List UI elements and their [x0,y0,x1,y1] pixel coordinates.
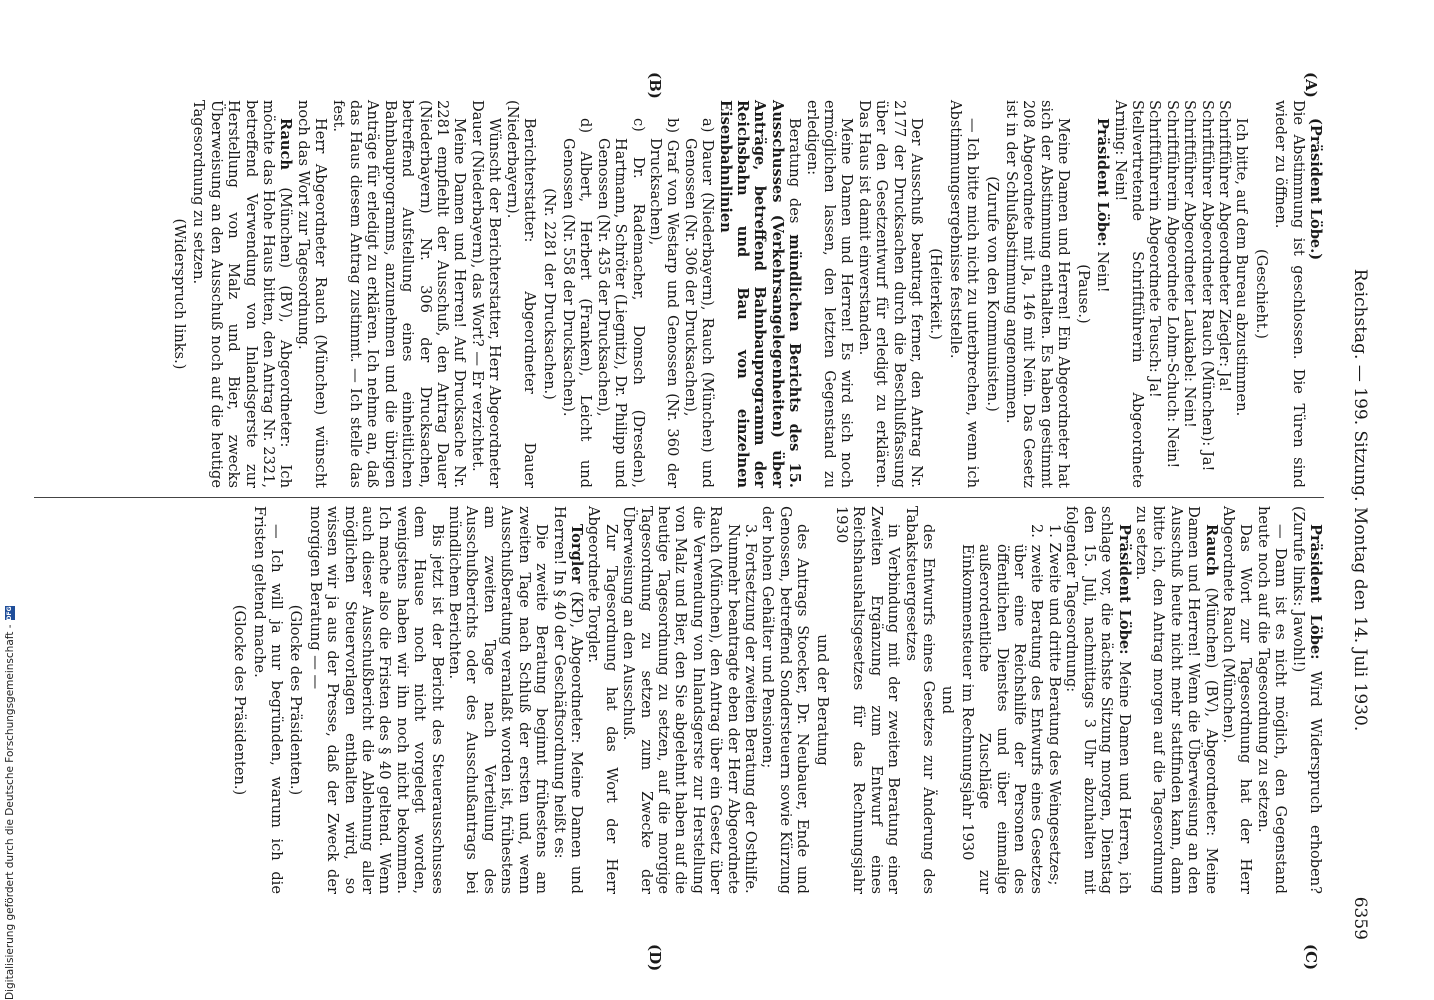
margin-mark-d: (D) [646,944,664,972]
paragraph-text: — Dann ist es nicht möglich, den Gegenstand heute noch auf die Tagesordnung zu setzen. [1254,506,1290,894]
speaker-paragraph [550,506,585,894]
paragraph-text: — Ich bitte mich nicht zu unterbrechen, wenn ich Abstimmungsergebnisse feststelle. [946,100,982,488]
paragraph-text: Das Wort zur Tagesordnung hat der Herr Abgeordnete Rauch (München). [1219,506,1255,894]
margin-mark-b: (B) [646,72,664,99]
paragraph [1220,506,1255,894]
paragraph-text: Schriftführer Abgeordneter Ziegler: Ja! [1215,100,1233,393]
paragraph [1272,100,1307,488]
header-title: Reichstag. — 199. Sitzung. Montag den 14. Juli 1930. [1350,268,1370,732]
stage-direction [939,506,956,894]
paragraph-text: Die zweite Beratung beginnt frühestens am zweiten Tage nach Schluß der ersten und, wenn Ausschußberatung veranlaßt worden ist, frühestens am zweiten Tage nach Verteilung des Ausschußberichts oder des Ausschußantrags bei mündlichem Berichten. [446,506,551,894]
paragraph [946,100,981,488]
agenda-item [594,100,646,488]
paragraph-text: b) Graf von Westarp und Genossen (Nr. 360 der Drucksachen), [646,118,682,488]
paragraph [833,506,903,894]
paragraph-text: Die Abstimmung ist geschlossen. Die Türen sind wieder zu öffnen. [1272,100,1307,488]
paragraph-text: in Verbindung mit der zweiten Beratung einer Zweiten Ergänzung zum Entwurf eines Reichshaushaltsgesetzes für das Rechnungsjahr 1930 [833,506,903,894]
paragraph [1198,100,1215,488]
paragraph [803,100,855,488]
page-header [1340,60,1370,940]
right-column [229,506,1324,894]
paragraph-text: Meine Damen und Herren, ich schlage vor, die nächste Sitzung morgen, Dienstag den 15. Juli, nachmittags 3 Uhr abzuhalten mit folgender Tagesordnung: [1063,506,1133,895]
paragraph-text: des Entwurfs eines Gesetzes zur Änderung des Tabaksteuergesetzes [902,506,938,894]
paragraph [1216,100,1233,488]
agenda-item [742,506,759,894]
paragraph [1003,100,1073,488]
paragraph-text: a) Dauer (Niederbayern), Rauch (München) und Genossen (Nr. 306 der Drucksachen), [681,118,717,488]
paragraph-text: (München) (BV), Abgeordneter: Meine Damen und Herren! Wenn die Überweisung an den Ausschuß heute nicht mehr stattfinden kann, dann bitte ich, den Antrag morgen auf die Tagesordnung zu setzen. [1132,506,1220,895]
paragraph [620,506,742,894]
paragraph-text: Wünscht der Berichterstatter, Herr Abgeordneter Dauer (Niederbayern), das Wort? — Er verzichtet. [468,100,504,488]
paragraph-text: Wird Widerspruch erhoben? (Zurufe links: Jawohl!) [1289,506,1324,895]
paragraph-text: Bis jetzt ist der Bericht des Steuerausschusses dem Hause noch nicht vorgelegt worden, wenigstens haben wir ihn noch nicht bekommen. Ich mache also die Fristen des § 40 geltend. Wenn auch dieser Ausschußbericht die Ablehnung aller möglichen Steuervorlagen enthalten wird, so wissen wir ja aus der Presse, daß der Zweck der morgigen Beratung — — [306,506,446,894]
paragraph [1181,100,1198,488]
paragraph-text: 3. Fortsetzung der zweiten Beratung der Osthilfe. [742,524,759,894]
speaker-name: (Präsident Löbe.) [1307,118,1324,261]
paragraph-text: Ich bitte, auf dem Bureau abzustimmen. [1233,118,1251,417]
paragraph [585,506,620,894]
paragraph-text: Zur Tagesordnung hat das Wort der Herr Abgeordnete Torgler. [585,506,620,894]
paragraph [1254,506,1289,894]
paragraph-text: (Glocke des Präsidenten.) [231,604,249,796]
column-divider [34,497,1324,498]
paragraph-text: (Pause.) [1074,264,1092,324]
speaker-paragraph [190,100,294,488]
paragraph-text: und [939,685,957,715]
paragraph [1163,100,1180,488]
paragraph-text: Meine Damen und Herren! Auf Drucksache Nr. 2281 empfiehlt der Ausschuß, den Antrag Dauer (Niederbayern) Nr. 306 der Drucksachen, betreffend Aufstellung eines einheitlichen Bahnbauprogramms, anzunehmen und die übrigen Anträge für erledigt zu erklären. Ich nehme an, daß das Haus diesem Antrag zustimmt. — Ich stelle das fest. [329,100,469,488]
agenda-item [958,506,1045,894]
agenda-item [560,100,595,488]
paragraph-text: (München) (BV), Abgeordneter: Ich möchte das Hohe Haus bitten, den Antrag Nr. 2321, betreffend Verwendung von Inlandsgerste zur Herstellung von Malz und Bier, zwecks Überweisung an den Ausschuß noch auf die heutige Tagesordnung zu setzen. [190,100,295,488]
paragraph-text: und der Beratung [813,634,831,766]
paragraph-text: Meine Damen und Herren! Es wird sich noch ermöglichen lassen, den letzten Gegenstand zu erledigen: [803,100,856,488]
margin-mark-a: (A) [1302,72,1320,98]
paragraph-text: (KP), Abgeordneter: Meine Damen und Herren! In § 40 der Geschäftsordnung heißt es: [550,506,585,894]
agenda-item [647,100,682,488]
margin-mark-c: (C) [1302,944,1320,971]
speaker-name: Präsident Löbe: [1307,524,1324,660]
speaker-paragraph [1133,506,1220,894]
stage-direction [287,506,304,894]
paragraph-text: (Glocke des Präsidenten.) [287,604,305,796]
paragraph-text: (Widerspruch links.) [171,218,188,370]
dfg-logo: DFG [6,606,13,621]
speaker-name: Präsident Löbe: [1094,118,1112,247]
paragraph-text: (Geschieht.) [1252,249,1270,339]
stage-direction [171,100,188,488]
speaker-name: Rauch [1202,524,1220,577]
speaker-paragraph [1063,506,1133,894]
paragraph-text: Nunmehr beantragte eben der Herr Abgeordnete Rauch (München), den Antrag über ein Gesetz über die Verwendung von Inlandsgerste zur Herstellung von Malz und Bier, den Sie abgelehnt haben auf die heutige Tagesordnung zu setzen, auf die morgige Tagesordnung zu setzen zum Zwecke der Überweisung an den Ausschuß. [620,506,742,894]
bold-title: mündlichen Berichts des 15. Ausschusses (Verkehrsangelegenheiten) über Anträge, betreffend Bahnbauprogramm der Reichsbahn und Bau von einzelnen Eisenbahnlinien [716,100,804,488]
paragraph-text: Schriftführer Abgeordneter Laukabel: Nein! [1181,100,1199,428]
stage-direction [927,100,944,488]
paragraph-text: 1. Zweite und dritte Beratung des Weingesetzes; [1045,524,1063,886]
paragraph-text: Herr Abgeordneter Rauch (München) wünscht noch das Wort zur Tagesordnung. [294,100,330,488]
paragraph [759,506,811,894]
paragraph-text: Beratung des [786,118,804,224]
stage-direction [540,100,557,488]
paragraph-text: (Heiterkeit.) [927,248,945,340]
stage-direction [231,506,248,894]
speaker-name: Präsident Löbe: [1115,524,1133,655]
paragraph-text: Nein! [1094,251,1112,293]
stage-direction [1252,100,1269,488]
agenda-item [681,100,716,488]
paragraph-text: Schriftführer Abgeordneter Rauch (München): Ja! [1198,100,1216,472]
paragraph-text: (Nr. 2281 der Drucksachen.) [540,188,558,400]
stage-direction [813,506,830,894]
paragraph-text: (Zurufe von den Kommunisten.) [983,176,1001,412]
digitization-credit [2,10,18,1000]
speaker-paragraph [1307,100,1324,488]
paragraph-text: c) Dr. Rademacher, Domsch (Dresden), Hartmann, Schröter (Liegnitz), Dr. Philipp und Genossen (Nr. 435 der Drucksachen), [594,118,647,488]
paragraph-text: d) Albert, Herbert (Franken), Leicht und Genossen (Nr. 558 der Drucksachen). [559,118,595,488]
paragraph-text: 2. zweite Beratung des Entwurfs eines Gesetzes über eine Reichshilfe der Personen des öffentlichen Dienstes und über einmalige außerordentliche Zuschläge zur Einkommensteuer im Rechnungsjahr 1930 [958,524,1046,894]
paragraph [250,506,285,894]
paragraph [469,100,504,488]
paragraph [503,100,538,488]
paragraph [446,506,550,894]
speaker-name: Torgler [567,524,585,584]
stage-direction [1074,100,1091,488]
paragraph [1146,100,1163,488]
paragraph-text: des Antrags Stoecker, Dr. Neubauer, Ende und Genossen, betreffend Sondersteuern sowie Kürzung der hohen Gehälter und Pensionen; [759,506,812,894]
agenda-item [1046,506,1063,894]
paragraph [1111,100,1146,488]
speaker-paragraph [1289,506,1324,894]
speaker-name: Rauch [277,118,295,171]
paragraph [329,100,468,488]
paragraph-text: Berichterstatter: Abgeordneter Dauer (Niederbayern). [503,100,539,488]
paragraph-text: Meine Damen und Herren! Ein Abgeordneter hat sich der Abstimmung enthalten. Es haben gestimmt 208 Abgeordnete mit Ja, 146 mit Nein. Das Gesetz ist in der Schlußabstimmung angenommen. [1003,100,1073,488]
credit-text: Digitalisierung gefördert durch die Deutsche Forschungsgemeinschaft - [4,624,16,1000]
paragraph-text: Schriftführerin Abgeordnete Lohm-Schuch: Nein! [1163,100,1181,469]
paragraph [294,100,329,488]
paragraph-text: Der Ausschuß beantragt ferner, den Antrag Nr. 2177 der Drucksachen durch die Beschlußfassung über den Gesetzentwurf für erledigt zu erklären. Das Haus ist damit einverstanden. [855,100,926,488]
stage-direction [983,100,1000,488]
paragraph-text: Stellvertretende Schriftführerin Abgeordnete Arning: Nein! [1111,100,1146,488]
paragraph-text: Schriftführerin Abgeordnete Teusch: Ja! [1146,100,1164,398]
paragraph [716,100,803,488]
paragraph [306,506,445,894]
paragraph [855,100,925,488]
left-column [169,100,1324,488]
page-number: 6359 [1350,896,1370,940]
speaker-paragraph [1094,100,1111,488]
paragraph-text: — Ich will ja nur begründen, warum ich die Fristen geltend mache. [250,506,286,894]
paragraph [1233,100,1250,488]
paragraph [902,506,937,894]
